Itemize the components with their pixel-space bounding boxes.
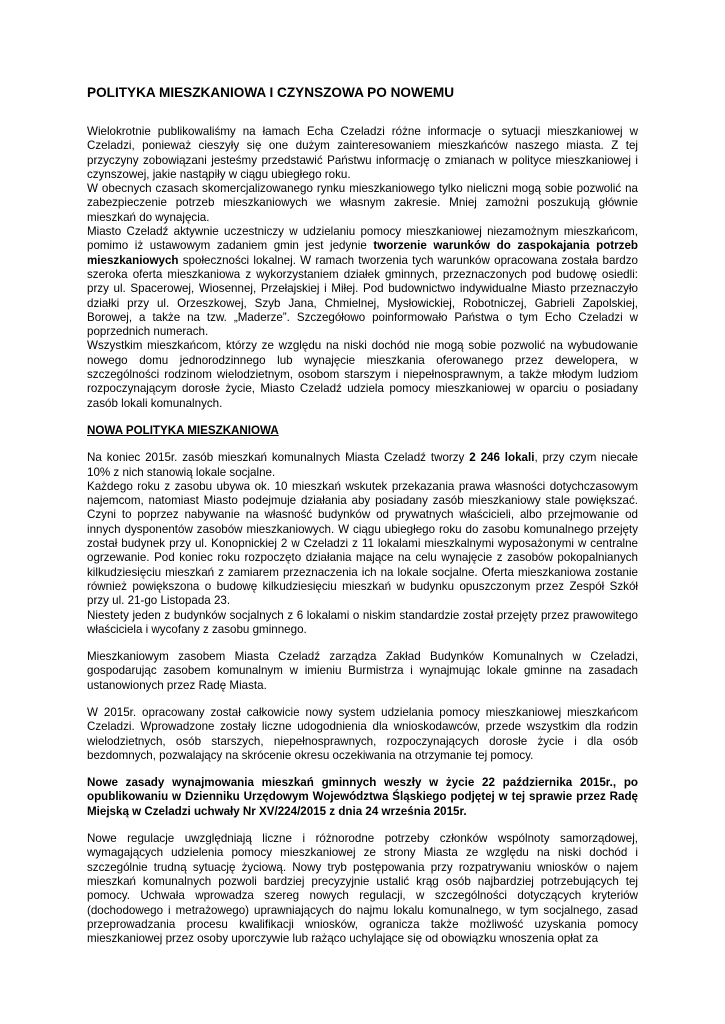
intro-paragraph-1: Wielokrotnie publikowaliśmy na łamach Echa Czeladzi różne informacje o sytuacji mieszkaniowej w Czeladzi, ponieważ cieszyły się one dużym zainteresowaniem mieszkańców naszego miasta. Z tej przyczyny zobowiązani jesteśmy przedstawić Państwu informację o zmianach w polityce mieszkaniowej i czynszowej, jakie nastąpiły w ciągu ubiegłego roku. [87,125,638,181]
paragraph-text: Miasto Czeladź aktywnie uczestniczy w udzielaniu pomocy mieszkaniowej niezamożnym mieszkańcom, pomimo iż ustawowym zadaniem gmin jest jedynie [87,225,638,253]
paragraph-social-building: Niestety jeden z budynków socjalnych z 6 lokalami o niskim standardzie został przejęty przez prawowitego właściciela i wycofany z zasobu gminnego. [87,608,638,636]
paragraph-new-rules: Nowe zasady wynajmowania mieszkań gminnych weszły w życie 22 października 2015r., po opublikowaniu w Dzienniku Urzędowym Województwa Śląskiego podjętej w tej sprawie przez Radę Miejską w Czeladzi uchwały Nr XV/224/2015 z dnia 24 września 2015r. [87,776,638,818]
paragraph-text: Na koniec 2015r. zasób mieszkań komunalnych Miasta Czeladź tworzy [87,451,470,465]
paragraph-housing-stock [87,451,638,480]
paragraph-text: , przy czym niecałe 10% z nich stanowią lokale socjalne. [87,451,639,479]
section-heading: NOWA POLITYKA MIESZKANIOWA [87,423,279,437]
bold-phrase: tworzenie warunków do zaspokajania potrzeb mieszkaniowych [87,239,638,267]
paragraph-text: społeczności lokalnej. W ramach tworzenia tych warunków opracowana została bardzo szeroka oferta mieszkaniowa z wykorzystaniem działek gminnych, przeznaczonych pod budowę osiedli: przy ul. Spacerowej, Wiosennej, Przełajskiej i Miłej. Pod budownictwo indywidualne Miasto przeznaczyło działki przy ul. Orzeszkowej, Szyb Jana, Chmielnej, Mysłowickiej, Robotniczej, Gabrieli Zapolskiej, Borowej, a także na tzw. „Maderze”. Szczegółowo poinformowało Państwa o tym Echo Czeladzi w poprzednich numerach. [87,253,638,339]
bold-phrase: 2 246 lokali [469,451,535,465]
paragraph-regulations: Nowe regulacje uwzględniają liczne i różnorodne potrzeby członków wspólnoty samorządowej, wymagających udzielenia pomocy mieszkaniowej ze strony Miasta ze względu na niski dochód i szczególnie trudną sytuację życiową. Nowy tryb postępowania przy rozpatrywaniu wniosków o najem mieszkań komunalnych pozwoli bardziej precyzyjnie ustalić krąg osób najbardziej potrzebujących tej pomocy. Uchwała wprowadza szereg nowych regulacji, w szczególności dotyczących kryteriów (dochodowego i metrażowego) uprawniających do najmu lokalu komunalnego, w tym socjalnego, zasad przeprowadzania procesu kwalifikacji wniosków, ogranicza także możliwość uzyskania pomocy mieszkaniowej przez osoby uporczywie lub rażąco uchylające się od obowiązku wnoszenia opłat za [87,832,638,946]
paragraph-new-system: W 2015r. opracowany został całkowicie nowy system udzielania pomocy mieszkaniowej mieszkańcom Czeladzi. Wprowadzone zostały liczne udogodnienia dla wnioskodawców, przede wszystkim dla rodzin wielodzietnych, osób starszych, niepełnosprawnych, rozpoczynających dorosłe życie i dla osób bezdomnych, pozwalający na skrócenie okresu oczekiwania na otrzymanie tej pomocy. [87,705,638,762]
document-page [87,84,638,946]
document-title: POLITYKA MIESZKANIOWA I CZYNSZOWA PO NOWEMU [87,85,455,100]
paragraph-low-income: Wszystkim mieszkańcom, którzy ze względu na niski dochód nie mogą sobie pozwolić na wybudowanie nowego domu jednorodzinnego lub wynajęcie mieszkania oferowanego przez dewelopera, w szczególności rodzinom wielodzietnym, osobom starszym i niepełnosprawnym, a także młodym ludziom rozpoczynającym dorosłe życie, Miasto Czeladź udziela pomocy mieszkaniowej w oparciu o posiadany zasób lokali komunalnych. [87,339,638,410]
paragraph-management: Mieszkaniowym zasobem Miasta Czeladź zarządza Zakład Budynków Komunalnych w Czeladzi, gospodarując zasobem komunalnym w imieniu Burmistrza i wynajmując lokale gminne na zasadach ustanowionych przez Radę Miasta. [87,650,638,692]
paragraph-city-support [87,225,638,339]
paragraph-stock-changes: Każdego roku z zasobu ubywa ok. 10 mieszkań wskutek przekazania prawa własności dotychczasowym najemcom, natomiast Miasto podejmuje działania aby posiadany zasób mieszkaniowy stale powiększać. Czyni to poprzez nabywanie na własność budynków od prywatnych właścicieli, albo przejmowanie od innych dysponentów zasobów mieszkaniowych. W ciągu ubiegłego roku do zasobu komunalnego przejęty został budynek przy ul. Konopnickiej 2 w Czeladzi z 11 lokalami mieszkalnymi wyposażonymi w centralne ogrzewanie. Pod koniec roku rozpoczęto działania mające na celu wynajęcie z zasobów pokopalnianych kilkudziesięciu mieszkań z zamiarem przeznaczenia ich na lokale socjalne. Oferta mieszkaniowa zostanie również powiększona o budowę kilkudziesięciu mieszkań w budynku opuszczonym przez Zespół Szkół przy ul. 21-go Listopada 23. [87,479,638,608]
intro-paragraph-2: W obecnych czasach skomercjalizowanego rynku mieszkaniowego tylko nieliczni mogą sobie pozwolić na zabezpieczenie potrzeb mieszkaniowych we własnym zakresie. Mniej zamożni poszukują głównie mieszkań do wynajęcia. [87,182,638,224]
